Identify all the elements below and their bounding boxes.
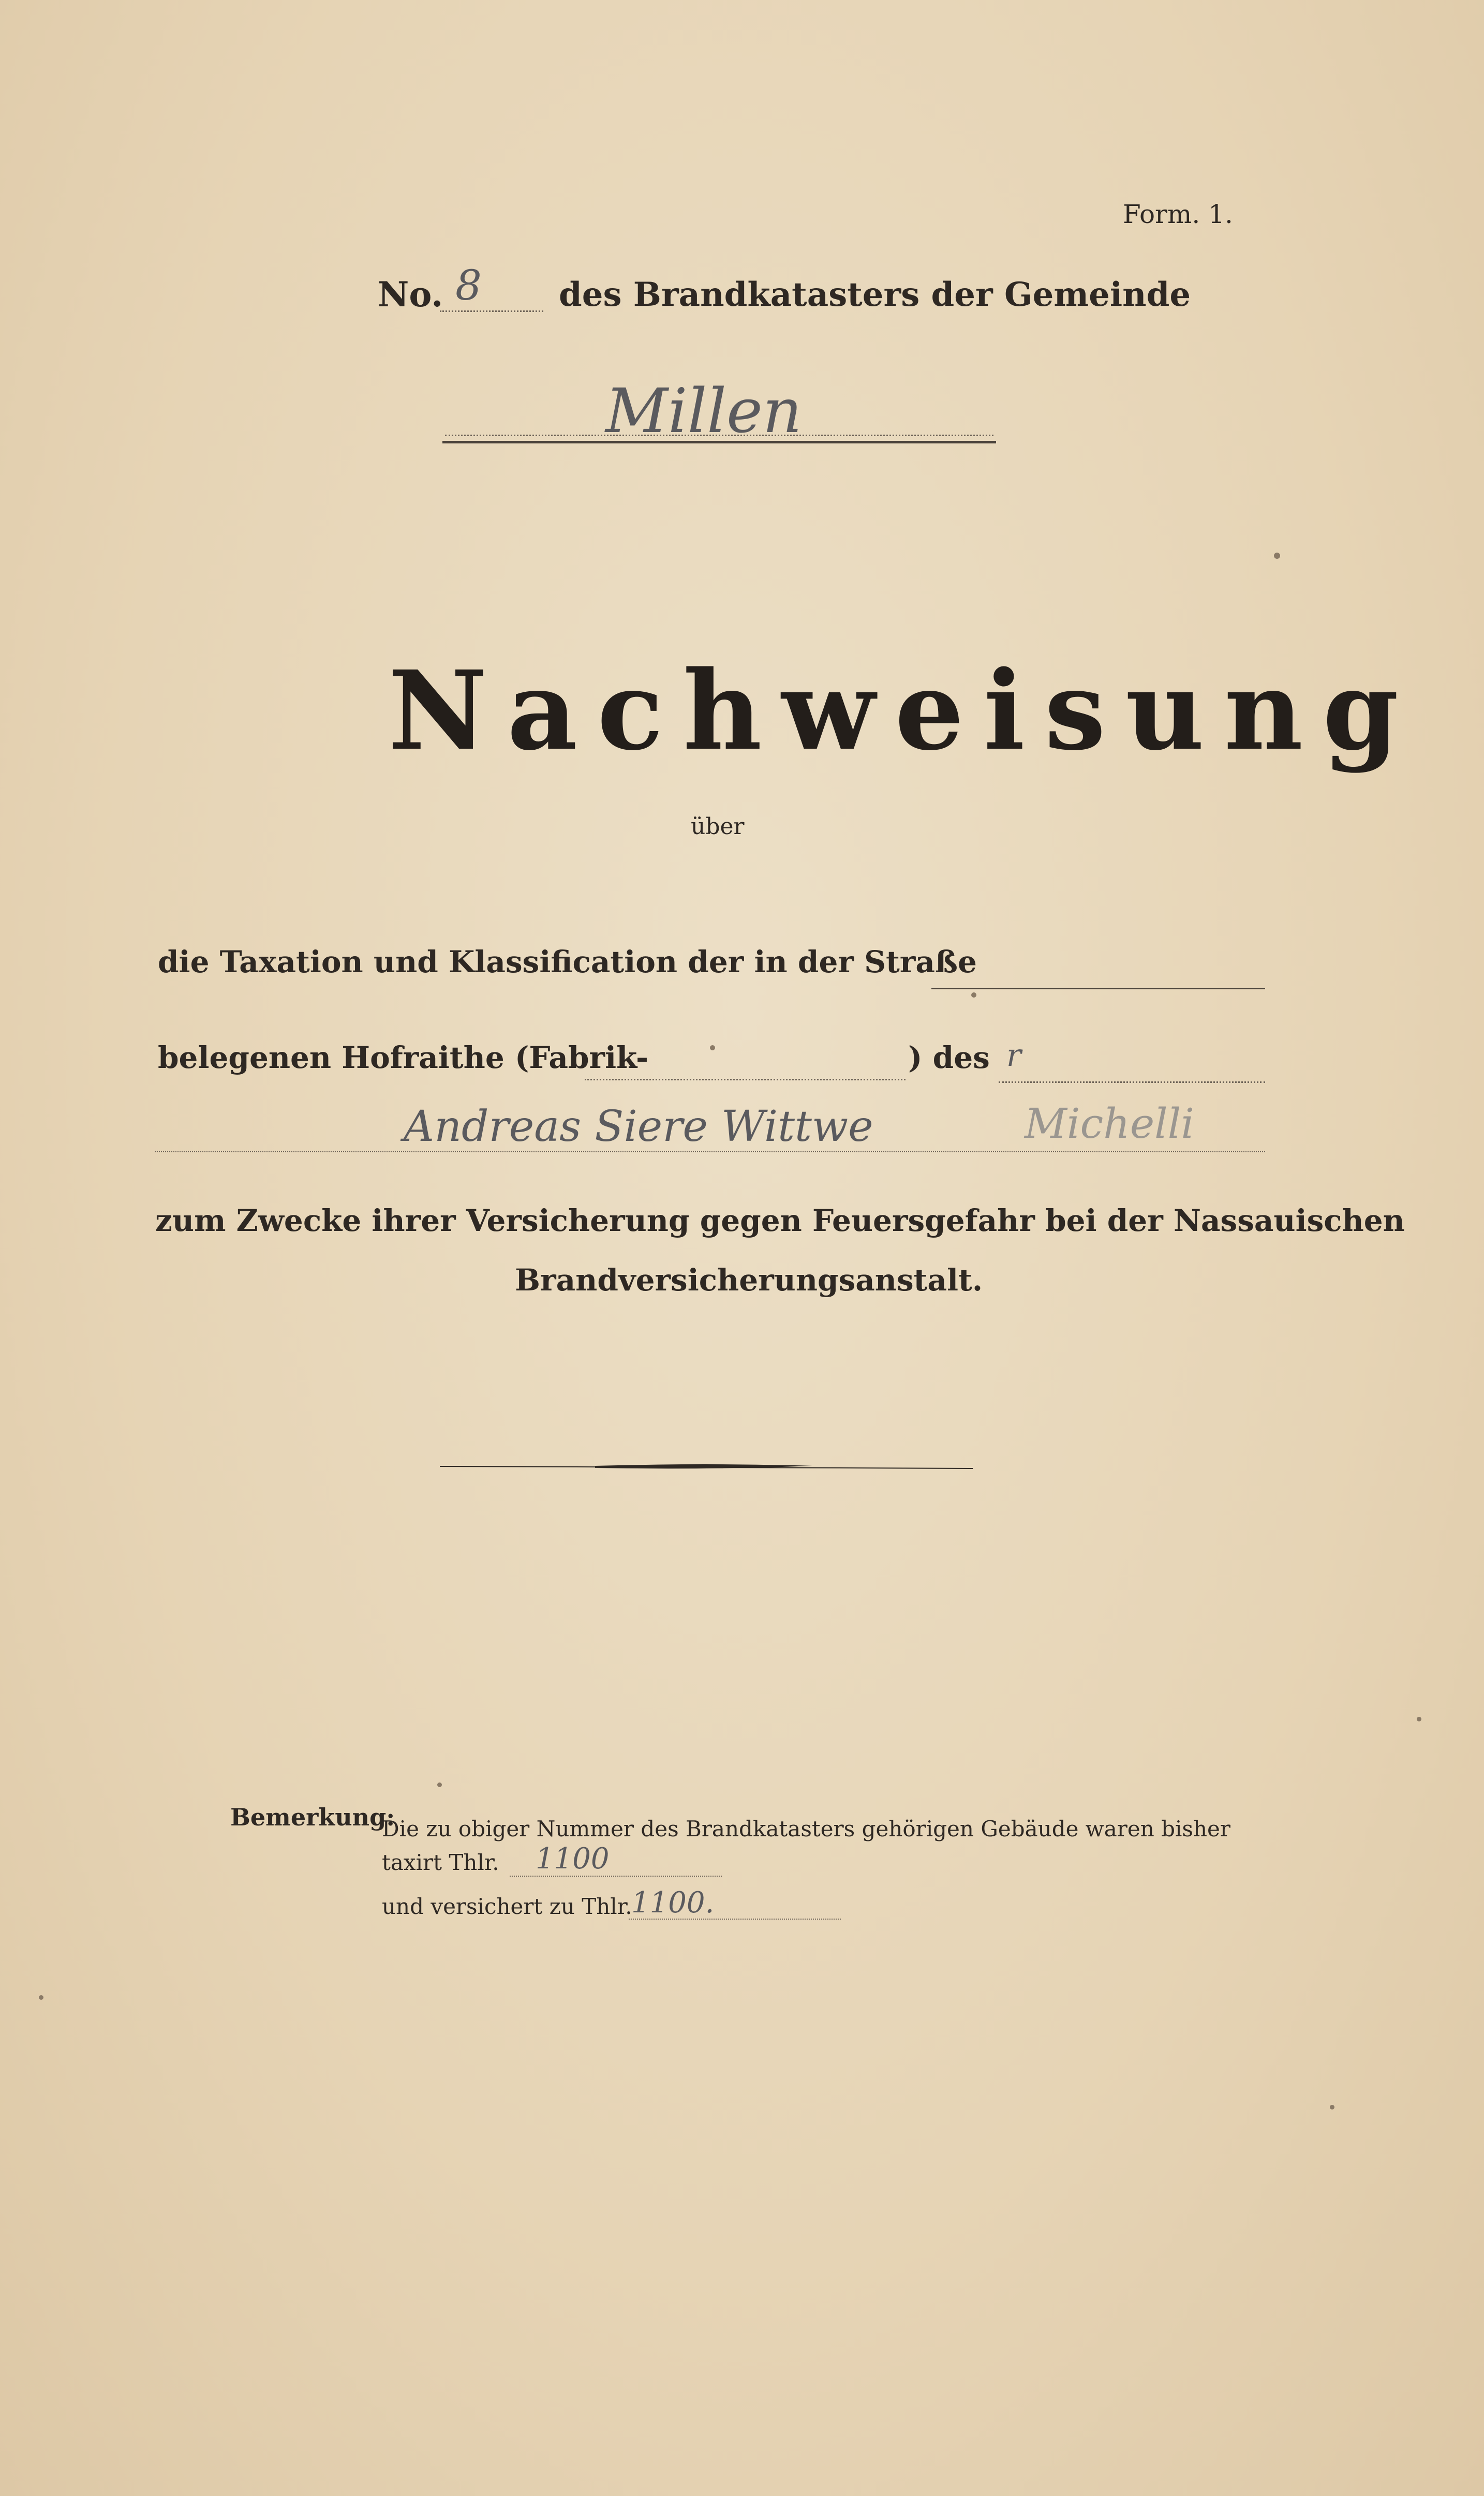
- owner-name-pencil: Michelli: [1025, 1100, 1194, 1148]
- document-title: Nachweisung: [388, 647, 1419, 775]
- document-subtitle: über: [691, 813, 745, 840]
- header-number: 8: [455, 261, 482, 309]
- body-line-institution: Brandversicherungsanstalt.: [515, 1262, 983, 1298]
- remark-taxed-label: taxirt Thlr.: [382, 1850, 499, 1875]
- header-number-line: [440, 310, 543, 312]
- des-handwritten-suffix: r: [1006, 1037, 1021, 1074]
- street-blank-line: [931, 988, 1265, 989]
- remark-taxed-value: 1100: [536, 1842, 610, 1876]
- header-no-label: No.: [378, 274, 443, 315]
- municipality-dotted-line: [445, 435, 993, 436]
- owner-blank-line-2: [155, 1151, 1265, 1152]
- owner-name: Andreas Siere Wittwe: [404, 1102, 873, 1151]
- body-line-street: die Taxation und Klassification der in der Straße: [158, 944, 977, 979]
- paper-speck: [710, 1045, 715, 1050]
- municipality-name: Millen: [605, 375, 802, 447]
- remark-insured-label: und versichert zu Thlr.: [382, 1894, 632, 1919]
- owner-blank-line-1: [999, 1081, 1265, 1083]
- form-label: Form. 1.: [1123, 199, 1233, 229]
- body-line-purpose: zum Zwecke ihrer Versicherung gegen Feuersgefahr bei der Nassauischen: [155, 1203, 1405, 1238]
- remark-insured-line: [629, 1919, 841, 1920]
- paper-speck: [1417, 1717, 1421, 1721]
- paper-speck: [39, 1995, 43, 2000]
- municipality-underline: [442, 441, 996, 443]
- header-text: des Brandkatasters der Gemeinde: [559, 275, 1191, 314]
- remark-taxed-line: [510, 1876, 722, 1877]
- paper-speck: [1330, 2105, 1334, 2109]
- paper-speck: [437, 1782, 442, 1787]
- remark-insured-value: 1100.: [631, 1886, 715, 1920]
- fabrik-blank-line: [585, 1079, 906, 1080]
- remark-label: Bemerkung:: [230, 1803, 395, 1831]
- remark-line-1: Die zu obiger Nummer des Brandkatasters gehörigen Gebäude waren bisher: [382, 1816, 1230, 1841]
- paper-speck: [971, 992, 976, 998]
- paper-speck: [1274, 553, 1280, 559]
- divider-line: [440, 1462, 973, 1472]
- body-line-des: ) des: [908, 1040, 990, 1075]
- body-line-hofraithe: belegenen Hofraithe (Fabrik-: [158, 1040, 649, 1075]
